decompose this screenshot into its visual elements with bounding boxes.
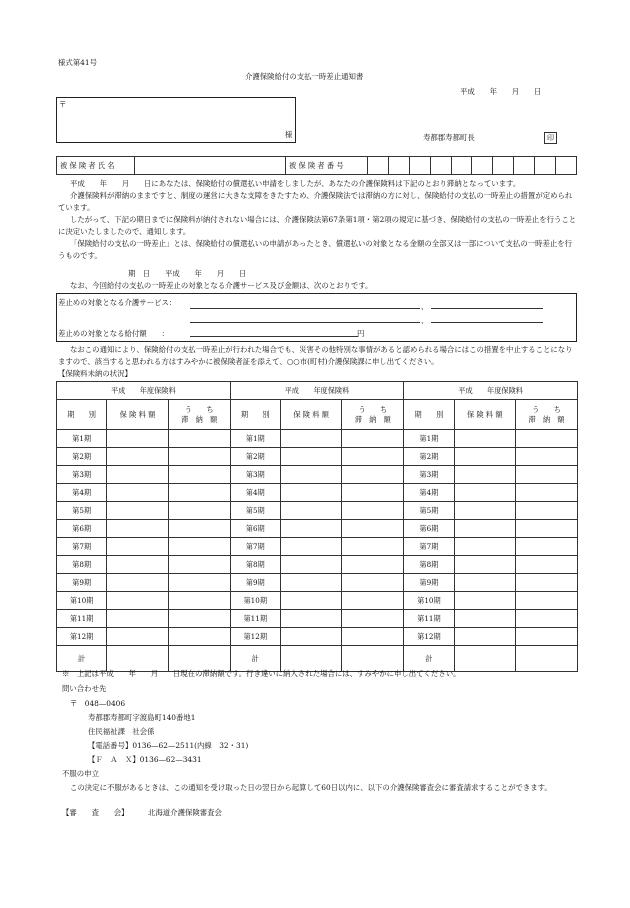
- unpaid-cell[interactable]: [342, 628, 404, 646]
- contact-heading: 問い合わせ先: [62, 684, 107, 693]
- deadline: 期 日 平成 年 月 日: [128, 269, 247, 278]
- postal-mark: 〒: [59, 100, 67, 109]
- col-period: 期 別: [404, 400, 454, 430]
- sender-name: 寿都郡寿都町長: [423, 133, 475, 142]
- period-label: 第2期: [57, 448, 107, 466]
- col-period: 期 別: [230, 400, 280, 430]
- period-label: 第3期: [404, 466, 454, 484]
- premium-cell[interactable]: [454, 448, 516, 466]
- stop-target-box: 差止めの対象となる介護サービス： 、 、 差止めの対象となる給付額 ： 円: [56, 293, 577, 342]
- body-paragraph-5: なお、今回給付の支払の一時差止の対象となる介護サービス及び金額は、次のとおりです。: [70, 281, 373, 290]
- premium-cell[interactable]: [280, 556, 342, 574]
- period-label: 第11期: [404, 610, 454, 628]
- period-label: 第3期: [57, 466, 107, 484]
- service-line[interactable]: [431, 300, 543, 309]
- period-label: 第11期: [230, 610, 280, 628]
- period-label: 第8期: [404, 556, 454, 574]
- premium-cell[interactable]: [280, 502, 342, 520]
- premium-cell[interactable]: [454, 628, 516, 646]
- col-unpaid: う ち 滞 納 額: [168, 400, 230, 430]
- issue-date: 平成 年 月 日: [460, 87, 542, 96]
- honorific: 様: [285, 130, 293, 139]
- insured-name-label: 被 保 険 者 氏 名: [57, 157, 135, 175]
- period-label: 第12期: [57, 628, 107, 646]
- premium-cell[interactable]: [107, 646, 169, 672]
- body-paragraph-2: 介護保険料が滞納のままですと、制度の運営に大きな支障をきたすため、介護保険法では滞納の方に対し、保険給付の支払の一時差止の措置が定められています。: [58, 191, 573, 212]
- unpaid-cell[interactable]: [168, 646, 230, 672]
- amount-line[interactable]: [190, 328, 358, 337]
- period-label: 第12期: [230, 628, 280, 646]
- body-paragraph-1: 平成 年 月 日にあなたは、保険給付の償還払い申請をしましたが、あなたの介護保険料は下記のとおり滞納となっています。: [70, 179, 521, 188]
- footnote: ※ 上記は平成 年 月 日現在の滞納額です。行き違いに納入された場合には、すみやかに申し出てください。: [62, 669, 461, 678]
- premium-cell[interactable]: [454, 430, 516, 448]
- premium-cell[interactable]: [107, 520, 169, 538]
- premium-cell[interactable]: [454, 538, 516, 556]
- service-label: 差止めの対象となる介護サービス：: [58, 298, 177, 307]
- period-label: 第9期: [57, 574, 107, 592]
- unpaid-cell[interactable]: [516, 556, 578, 574]
- address-box: [56, 97, 296, 143]
- insured-number-digit[interactable]: [535, 157, 556, 175]
- unpaid-cell[interactable]: [342, 538, 404, 556]
- unpaid-cell[interactable]: [516, 502, 578, 520]
- unpaid-cell[interactable]: [516, 430, 578, 448]
- unpaid-cell[interactable]: [342, 484, 404, 502]
- yen-unit: 円: [357, 329, 365, 338]
- council-label: 【審 査 会】: [62, 808, 129, 817]
- premium-cell[interactable]: [280, 430, 342, 448]
- premium-cell[interactable]: [454, 520, 516, 538]
- objection-heading: 不服の申立: [62, 769, 99, 778]
- unpaid-cell[interactable]: [516, 646, 578, 672]
- unpaid-cell[interactable]: [168, 430, 230, 448]
- page-title: 介護保険給付の支払一時差止通知書: [245, 72, 364, 81]
- period-label: 第6期: [230, 520, 280, 538]
- unpaid-cell[interactable]: [516, 610, 578, 628]
- unpaid-cell[interactable]: [342, 430, 404, 448]
- premium-cell[interactable]: [454, 610, 516, 628]
- contact-postal: 〒 048—0406: [70, 699, 126, 708]
- unpaid-cell[interactable]: [168, 448, 230, 466]
- premium-cell[interactable]: [454, 484, 516, 502]
- premium-cell[interactable]: [280, 592, 342, 610]
- unpaid-cell[interactable]: [168, 592, 230, 610]
- premium-cell[interactable]: [280, 646, 342, 672]
- body-paragraph-4: 「保険給付の支払の一時差止」とは、保険給付の償還払いの申請があったとき、償還払いの対象となる金額の全部又は一部について支払の一時差止を行うものです。: [58, 239, 573, 260]
- premium-cell[interactable]: [280, 448, 342, 466]
- premium-cell[interactable]: [107, 628, 169, 646]
- period-label: 第3期: [230, 466, 280, 484]
- unpaid-cell[interactable]: [342, 610, 404, 628]
- insured-info-table: [56, 156, 577, 175]
- unpaid-cell[interactable]: [342, 556, 404, 574]
- year-header: 平成 年度保険料: [230, 382, 404, 400]
- period-label: 第11期: [57, 610, 107, 628]
- period-label: 第7期: [404, 538, 454, 556]
- premium-cell[interactable]: [280, 484, 342, 502]
- period-label: 第5期: [404, 502, 454, 520]
- insured-number-digit[interactable]: [430, 157, 451, 175]
- unpaid-cell[interactable]: [342, 448, 404, 466]
- seal-mark: 印: [544, 132, 557, 144]
- total-label: 計: [230, 646, 280, 672]
- period-label: 第5期: [230, 502, 280, 520]
- period-label: 第4期: [404, 484, 454, 502]
- amount-label: 差止めの対象となる給付額 ：: [58, 329, 169, 338]
- premium-cell[interactable]: [107, 610, 169, 628]
- premium-cell[interactable]: [280, 628, 342, 646]
- period-label: 第4期: [57, 484, 107, 502]
- insured-number-label: 被 保 険 者 番 号: [286, 157, 368, 175]
- col-unpaid: う ち 滞 納 額: [342, 400, 404, 430]
- period-label: 第9期: [404, 574, 454, 592]
- premium-cell[interactable]: [280, 466, 342, 484]
- objection-text: この決定に不服があるときは、この通知を受け取った日の翌日から起算して60日以内に、以下の介護保険審査会に審査請求することができます。: [70, 783, 552, 792]
- period-label: 第8期: [230, 556, 280, 574]
- unpaid-cell[interactable]: [516, 628, 578, 646]
- period-label: 第10期: [404, 592, 454, 610]
- unpaid-cell[interactable]: [168, 520, 230, 538]
- unpaid-cell[interactable]: [516, 484, 578, 502]
- period-label: 第1期: [57, 430, 107, 448]
- period-label: 第5期: [57, 502, 107, 520]
- unpaid-cell[interactable]: [168, 628, 230, 646]
- insured-number-digit[interactable]: [472, 157, 493, 175]
- col-premium: 保 険 料 額: [454, 400, 516, 430]
- unpaid-cell[interactable]: [168, 466, 230, 484]
- note-paragraph: なおこの通知により、保険給付の支払一時差止が行われた場合でも、災害その他特別な事情があると認められる場合にはこの措置を中止することになりますので、該当すると思われる方はすみやかに被保険者証を添えて、○○市(町村)介護保険課に申し出てください。: [58, 345, 573, 366]
- period-label: 第8期: [57, 556, 107, 574]
- premium-cell[interactable]: [280, 574, 342, 592]
- col-premium: 保 険 料 額: [107, 400, 169, 430]
- unpaid-cell[interactable]: [516, 574, 578, 592]
- period-label: 第1期: [404, 430, 454, 448]
- period-label: 第2期: [230, 448, 280, 466]
- period-label: 第12期: [404, 628, 454, 646]
- premium-cell[interactable]: [107, 538, 169, 556]
- premium-cell[interactable]: [107, 502, 169, 520]
- premium-cell[interactable]: [280, 610, 342, 628]
- unpaid-cell[interactable]: [168, 574, 230, 592]
- insured-number-digit[interactable]: [451, 157, 472, 175]
- period-label: 第6期: [57, 520, 107, 538]
- contact-fax: 【Ｆ Ａ Ｘ】0136—62—3431: [88, 755, 202, 764]
- unpaid-cell[interactable]: [516, 592, 578, 610]
- period-label: 第7期: [230, 538, 280, 556]
- premium-cell[interactable]: [454, 502, 516, 520]
- col-unpaid: う ち 滞 納 額: [516, 400, 578, 430]
- unpaid-cell[interactable]: [342, 646, 404, 672]
- period-label: 第7期: [57, 538, 107, 556]
- premium-cell[interactable]: [454, 646, 516, 672]
- contact-dept: 住民福祉課 社会係: [88, 727, 155, 736]
- form-number: 様式第41号: [58, 58, 97, 67]
- total-label: 計: [404, 646, 454, 672]
- unpaid-cell[interactable]: [342, 466, 404, 484]
- unpaid-cell[interactable]: [342, 502, 404, 520]
- period-label: 第10期: [230, 592, 280, 610]
- premium-cell[interactable]: [280, 538, 342, 556]
- service-line[interactable]: [190, 300, 420, 309]
- premium-cell[interactable]: [454, 466, 516, 484]
- contact-address: 寿都郡寿都町字渡島町140番地1: [88, 713, 196, 722]
- premium-cell[interactable]: [107, 484, 169, 502]
- period-label: 第9期: [230, 574, 280, 592]
- insured-number-digit[interactable]: [388, 157, 409, 175]
- unpaid-cell[interactable]: [168, 556, 230, 574]
- unpaid-cell[interactable]: [516, 466, 578, 484]
- premium-cell[interactable]: [107, 574, 169, 592]
- service-line[interactable]: [431, 314, 543, 323]
- arrears-heading: 【保険料未納の状況】: [58, 369, 132, 378]
- premium-cell[interactable]: [107, 592, 169, 610]
- arrears-table: [56, 381, 578, 672]
- year-header: 平成 年度保険料: [57, 382, 231, 400]
- premium-cell[interactable]: [280, 520, 342, 538]
- unpaid-cell[interactable]: [342, 592, 404, 610]
- period-label: 第10期: [57, 592, 107, 610]
- unpaid-cell[interactable]: [342, 574, 404, 592]
- insured-number-digit[interactable]: [514, 157, 535, 175]
- unpaid-cell[interactable]: [168, 538, 230, 556]
- unpaid-cell[interactable]: [516, 448, 578, 466]
- col-period: 期 別: [57, 400, 107, 430]
- unpaid-cell[interactable]: [168, 610, 230, 628]
- period-label: 第4期: [230, 484, 280, 502]
- council-name: 北海道介護保険審査会: [148, 808, 222, 817]
- body-paragraph-3: したがって、下記の期日までに保険料が納付されない場合には、介護保険法第67条第1項・第2項の規定に基づき、保険給付の支払の一時差止を行うことに決定いたしましたので、通知します。: [58, 215, 577, 236]
- total-label: 計: [57, 646, 107, 672]
- unpaid-cell[interactable]: [516, 538, 578, 556]
- period-label: 第6期: [404, 520, 454, 538]
- premium-cell[interactable]: [454, 592, 516, 610]
- unpaid-cell[interactable]: [516, 520, 578, 538]
- insured-number-digit[interactable]: [556, 157, 577, 175]
- insured-number-digit[interactable]: [493, 157, 514, 175]
- year-header: 平成 年度保険料: [404, 382, 578, 400]
- unpaid-cell[interactable]: [168, 484, 230, 502]
- col-premium: 保 険 料 額: [280, 400, 342, 430]
- service-line[interactable]: [190, 314, 420, 323]
- unpaid-cell[interactable]: [342, 520, 404, 538]
- contact-phone: 【電話番号】0136—62—2511(内線 32・31): [88, 741, 249, 750]
- insured-number-digit[interactable]: [368, 157, 389, 175]
- period-label: 第1期: [230, 430, 280, 448]
- premium-cell[interactable]: [107, 556, 169, 574]
- premium-cell[interactable]: [454, 574, 516, 592]
- premium-cell[interactable]: [454, 556, 516, 574]
- period-label: 第2期: [404, 448, 454, 466]
- insured-number-digit[interactable]: [409, 157, 430, 175]
- premium-cell[interactable]: [107, 448, 169, 466]
- premium-cell[interactable]: [107, 430, 169, 448]
- premium-cell[interactable]: [107, 466, 169, 484]
- insured-name-field[interactable]: [135, 157, 286, 175]
- unpaid-cell[interactable]: [168, 502, 230, 520]
